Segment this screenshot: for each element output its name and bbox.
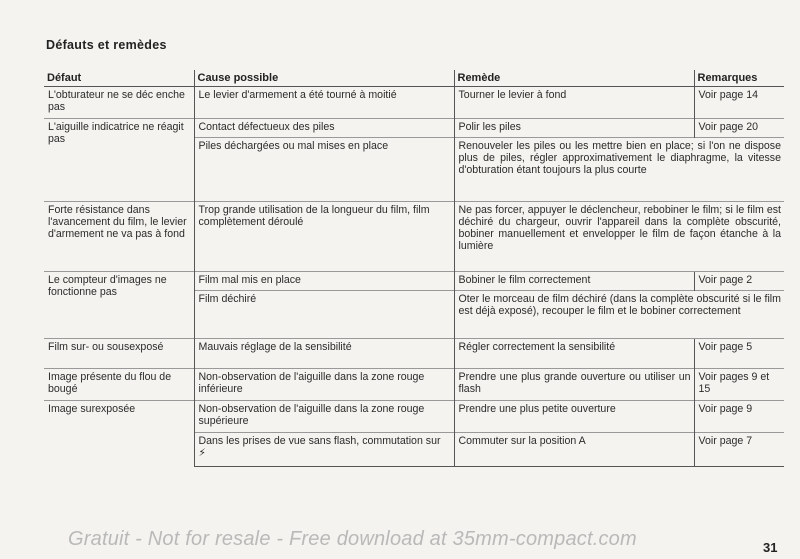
- troubleshooting-table: [44, 70, 784, 467]
- header-cause: Cause possible: [194, 70, 454, 87]
- header-remede: Remède: [454, 70, 694, 87]
- cell-remede: Tourner le levier à fond: [454, 87, 694, 119]
- cell-remede: Polir les piles: [454, 119, 694, 138]
- cell-remede: Oter le morceau de film déchiré (dans la complète obscurité si le film est déjà exposé), recouper le film et le bobiner correctement: [454, 291, 784, 339]
- cell-remarques: Voir page 14: [694, 87, 784, 119]
- cell-defaut: Image présente du flou de bougé: [44, 369, 194, 401]
- cell-cause: Contact défectueux des piles: [194, 119, 454, 138]
- watermark-footer: Gratuit - Not for resale - Free download at 35mm-compact.com: [68, 528, 637, 550]
- cell-remede: Régler correctement la sensibilité: [454, 339, 694, 369]
- cell-remarques: Voir page 20: [694, 119, 784, 138]
- cell-remede: Ne pas forcer, appuyer le déclencheur, rebobiner le film; si le film est déchiré du chargeur, ouvrir l'appareil dans la complète obscurité, bobiner manuellement et envelopper le film de façon étanche à la lumière: [454, 202, 784, 272]
- cell-cause: Non-observation de l'aiguille dans la zone rouge supérieure: [194, 401, 454, 433]
- cell-defaut: Le compteur d'images ne fonctionne pas: [44, 272, 194, 339]
- header-remarques: Remarques: [694, 70, 784, 87]
- cell-cause: Piles déchargées ou mal mises en place: [194, 138, 454, 202]
- cell-defaut: Film sur- ou sousexposé: [44, 339, 194, 369]
- table-row: [44, 401, 784, 433]
- table-row: [44, 87, 784, 119]
- cell-defaut: L'aiguille indicatrice ne réagit pas: [44, 119, 194, 202]
- cell-remede: Prendre une plus grande ouverture ou utiliser un flash: [454, 369, 694, 401]
- cell-cause: Non-observation de l'aiguille dans la zone rouge inférieure: [194, 369, 454, 401]
- cell-defaut: Image surexposée: [44, 401, 194, 467]
- cell-cause: Mauvais réglage de la sensibilité: [194, 339, 454, 369]
- cell-remarques: Voir pages 9 et 15: [694, 369, 784, 401]
- cell-defaut: Forte résistance dans l'avancement du film, le levier d'armement ne va pas à fond: [44, 202, 194, 272]
- table-row: [44, 272, 784, 291]
- cell-cause: Dans les prises de vue sans flash, commutation sur ⚡: [194, 433, 454, 467]
- cell-cause: Film mal mis en place: [194, 272, 454, 291]
- cell-remede: Bobiner le film correctement: [454, 272, 694, 291]
- page-title: Défauts et remèdes: [46, 38, 167, 52]
- cell-cause: Trop grande utilisation de la longueur du film, film complètement déroulé: [194, 202, 454, 272]
- cell-remarques: Voir page 5: [694, 339, 784, 369]
- table-row: [44, 202, 784, 272]
- table-header-row: [44, 70, 784, 87]
- table-row: [44, 369, 784, 401]
- table-row: [44, 119, 784, 138]
- cell-remarques: Voir page 7: [694, 433, 784, 467]
- cell-remede: Renouveler les piles ou les mettre bien en place; si l'on ne dispose plus de piles, régler approximativement le diaphragme, la vitesse d'obturation étant toujours la plus courte: [454, 138, 784, 202]
- header-defaut: Défaut: [44, 70, 194, 87]
- cell-remede: Prendre une plus petite ouverture: [454, 401, 694, 433]
- cell-cause: Film déchiré: [194, 291, 454, 339]
- page-number: 31: [763, 540, 778, 555]
- cell-cause: Le levier d'armement a été tourné à moitié: [194, 87, 454, 119]
- cell-defaut: L'obturateur ne se déc enche pas: [48, 89, 185, 113]
- cell-remede: Commuter sur la position A: [454, 433, 694, 467]
- cell-remarques: Voir page 9: [694, 401, 784, 433]
- cell-remarques: Voir page 2: [694, 272, 784, 291]
- table-row: [44, 339, 784, 369]
